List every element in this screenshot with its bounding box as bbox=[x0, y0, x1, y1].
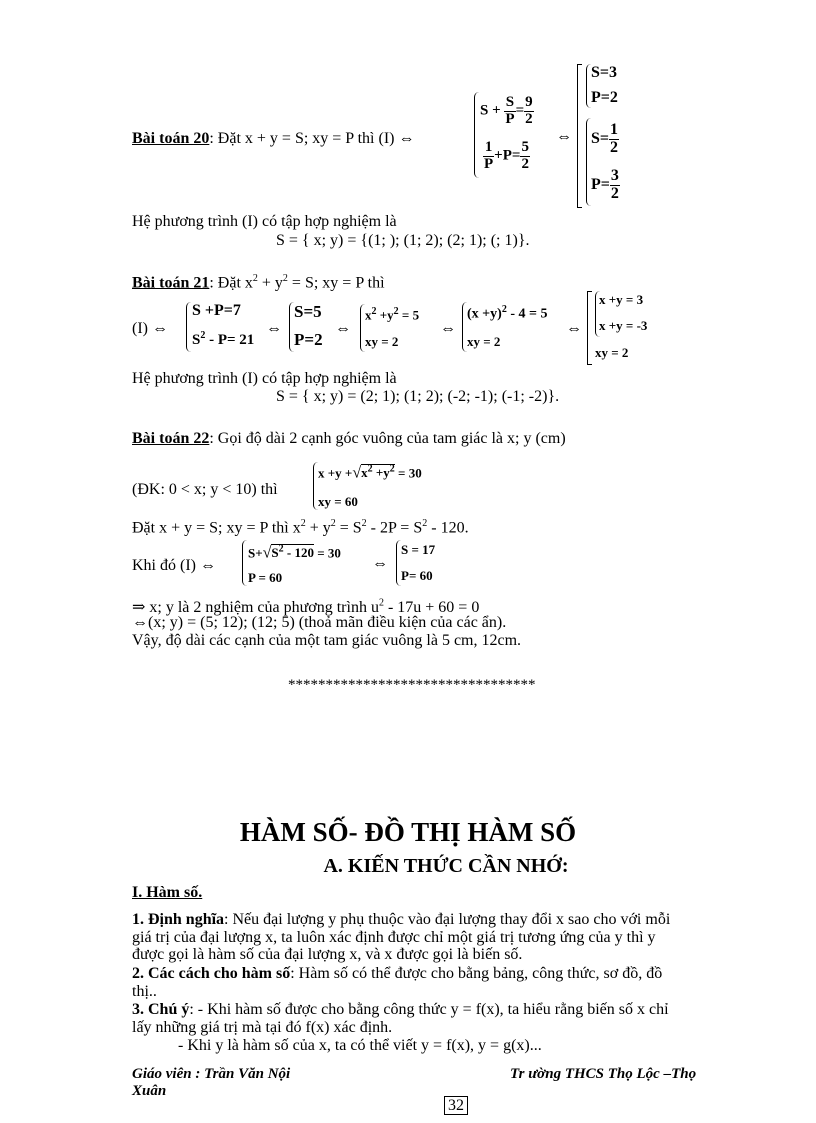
bt22-condition: (ĐK: 0 < x; y < 10) thì bbox=[132, 481, 278, 498]
bt22-s1-a-sup: 2 bbox=[367, 464, 373, 475]
page-number-text: 32 bbox=[444, 1096, 468, 1115]
bt20-case2-p-frac bbox=[610, 168, 620, 203]
bt22-s2-b: P = 60 bbox=[248, 570, 283, 585]
bt22-set-c: = S bbox=[335, 519, 362, 537]
bt21-intro-a: : Đặt x bbox=[209, 274, 253, 292]
bt21-s4-a-paren: (x +y) bbox=[467, 306, 502, 322]
bt22-set-sup4: 2 bbox=[422, 518, 428, 529]
bt21-s3-a bbox=[365, 306, 419, 323]
bt20-eq2-rhs bbox=[520, 140, 530, 173]
bt20-eq1-rhs bbox=[524, 95, 534, 128]
bt20-result-line: Hệ phương trình (I) có tập hợp nghiệm là bbox=[132, 213, 397, 230]
bt20-eq2-rhs-d: 2 bbox=[521, 155, 529, 172]
sqrt-icon: √ bbox=[352, 464, 362, 482]
p3-line1-text: : - Khi hàm số được cho bằng công thức y = f(x), ta hiểu rằng biến số x chỉ bbox=[189, 1001, 669, 1018]
p1-line2: giá trị của đại lượng x, ta luôn xác định được chỉ một giá trị tương ứng của y thì y bbox=[132, 929, 656, 946]
bt22-set-b: + y bbox=[305, 519, 331, 537]
bt21-s3-b: xy = 2 bbox=[365, 334, 399, 349]
bt22-intro-text: : Gọi độ dài 2 cạnh góc vuông của tam giác là x; y (cm) bbox=[209, 430, 566, 447]
bt21-s3-a-x: x bbox=[365, 307, 372, 323]
bt22-s2-a bbox=[248, 544, 341, 562]
bt20-eq1-rhs-d: 2 bbox=[525, 110, 533, 127]
bt22-line2 bbox=[132, 614, 506, 632]
bt20-eq1-frac-n: S bbox=[505, 94, 515, 110]
sqrt-icon: √ bbox=[262, 544, 272, 562]
bt21-arrow-2: ⇔ bbox=[335, 320, 351, 337]
bt22-set-e: - 120. bbox=[427, 519, 469, 537]
bt20-case2-s-frac bbox=[609, 122, 619, 157]
bt21-intro-sup: 2 bbox=[252, 273, 258, 284]
bt21-intro-sup2: 2 bbox=[282, 273, 288, 284]
p1-line3: được gọi là hàm số của đại lượng x, và x được gọi là biến số. bbox=[132, 946, 523, 963]
bt20-case2-p bbox=[591, 168, 620, 203]
bt22-set-sup3: 2 bbox=[361, 518, 367, 529]
bt22-set-a: Đặt x + y = S; xy = P thì x bbox=[132, 519, 301, 537]
bt20-case2-p-d: 2 bbox=[610, 184, 619, 202]
bt20-eq2-frac-d: P bbox=[484, 155, 494, 172]
section-subtitle: A. KIẾN THỨC CẦN NHỚ: bbox=[323, 855, 569, 877]
bt21-s3-a-rest: = 5 bbox=[398, 307, 420, 323]
implies-icon: ⇒ bbox=[132, 599, 146, 616]
bt20-eq1-frac bbox=[504, 95, 515, 128]
bt20-case1-s: S=3 bbox=[591, 64, 618, 81]
bt22-line2-text: (x; y) = (5; 12); (12; 5) (thoả mãn điều kiện của các ẩn). bbox=[148, 614, 507, 631]
bt22-s1-a-rad-x: x bbox=[361, 465, 368, 481]
bt22-s2-a-post: = 30 bbox=[314, 545, 341, 561]
bt20-system-brace bbox=[474, 92, 479, 178]
bt22-s1-a-radicand bbox=[361, 464, 395, 480]
bt20-eq1-eq: = bbox=[515, 102, 525, 119]
bt20-eq1-left: S + bbox=[480, 102, 501, 119]
bt22-set-sup1: 2 bbox=[300, 518, 306, 529]
bt21-s2-b: P=2 bbox=[294, 330, 323, 349]
bt20-eq1-rhs-n: 9 bbox=[525, 94, 533, 110]
p1-line1-text: : Nếu đại lượng y phụ thuộc vào đại lượng thay đổi x sao cho với mỗi bbox=[224, 911, 671, 928]
section-title: HÀM SỐ- ĐỒ THỊ HÀM SỐ bbox=[239, 817, 577, 847]
bt22-arrow: ⇔ bbox=[372, 555, 388, 572]
bt20-intro-text: : Đặt x + y = S; xy = P thì (I) ⇔ bbox=[209, 130, 415, 147]
heading-ham-so: I. Hàm số. bbox=[132, 884, 203, 901]
bt21-result-line: Hệ phương trình (I) có tập hợp nghiệm là bbox=[132, 370, 397, 387]
p3-line3: - Khi y là hàm số của x, ta có thể viết y = f(x), y = g(x)... bbox=[178, 1037, 542, 1054]
bt20-case2-s-label: S= bbox=[591, 129, 610, 147]
bt22-set-d: - 2P = S bbox=[366, 519, 423, 537]
p1-line1 bbox=[132, 911, 670, 929]
p2-label: 2. Các cách cho hàm số bbox=[132, 965, 291, 982]
bt21-s1-b-s: S bbox=[192, 332, 201, 348]
footer-teacher-cont: Xuân bbox=[132, 1083, 167, 1099]
page-number bbox=[444, 1097, 468, 1115]
bt22-s3-a: S = 17 bbox=[401, 542, 436, 557]
bt22-intro bbox=[132, 430, 566, 448]
bt22-s2-a-rad-rest: - 120 bbox=[283, 545, 314, 561]
bt21-intro bbox=[132, 273, 385, 292]
bt21-s1-brace bbox=[186, 302, 191, 352]
bt22-s2-a-pre: S+ bbox=[248, 545, 263, 561]
bt22-s1-a bbox=[318, 464, 422, 482]
bt20-arrow: ⇔ bbox=[556, 128, 572, 145]
bt22-s1-a-pre: x +y + bbox=[318, 465, 353, 481]
bt21-s5-c: xy = 2 bbox=[595, 345, 629, 360]
bt21-arrow-1: ⇔ bbox=[266, 320, 282, 337]
bt21-intro-c: = S; xy = P thì bbox=[287, 274, 385, 292]
bt20-label: Bài toán 20 bbox=[132, 130, 210, 147]
bt22-s1-a-sup2: 2 bbox=[389, 464, 395, 475]
bt21-prefix: (I) ⇔ bbox=[132, 320, 168, 337]
bt20-eq1-frac-d: P bbox=[505, 110, 515, 127]
bt22-set-sup2: 2 bbox=[330, 518, 336, 529]
bt21-s1-b bbox=[192, 330, 254, 349]
bt21-s4-a bbox=[467, 304, 547, 323]
bt21-collection-bracket bbox=[587, 291, 592, 365]
p3-line2: lấy những giá trị mà tại đó f(x) xác định. bbox=[132, 1019, 393, 1036]
bt20-intro bbox=[132, 130, 414, 148]
bt21-s4-a-rest: - 4 = 5 bbox=[506, 306, 548, 322]
bt22-s1-a-post: = 30 bbox=[394, 465, 422, 481]
bt20-eq2-rhs-n: 5 bbox=[521, 139, 529, 155]
bt21-s4-a-sup: 2 bbox=[501, 304, 507, 315]
bt21-arrow-4: ⇔ bbox=[566, 320, 582, 337]
bt21-s3-a-sup: 2 bbox=[371, 306, 377, 317]
bt22-line1-sup: 2 bbox=[378, 597, 384, 609]
footer-teacher: Giáo viên : Trần Văn Nội bbox=[132, 1066, 291, 1082]
bt22-line1-text: x; y là 2 nghiệm của phương trình u bbox=[145, 599, 379, 616]
p2-line2: thị.. bbox=[132, 983, 157, 1000]
bt22-s1-b: xy = 60 bbox=[318, 494, 358, 509]
bt20-eq2-frac-n: 1 bbox=[484, 139, 493, 155]
separator-stars: ********************************* bbox=[288, 677, 536, 693]
bt22-set-line bbox=[132, 518, 469, 537]
bt21-s4-b: xy = 2 bbox=[467, 334, 501, 349]
bt22-label: Bài toán 22 bbox=[132, 430, 210, 447]
bt21-label: Bài toán 21 bbox=[132, 274, 210, 292]
bt21-s1-b-sup: 2 bbox=[200, 330, 206, 341]
bt22-s2-brace bbox=[242, 540, 247, 586]
bt21-s3-a-sup2: 2 bbox=[393, 306, 399, 317]
bt21-arrow-3: ⇔ bbox=[440, 320, 456, 337]
bt21-s1-b-rest: - P= 21 bbox=[205, 332, 255, 348]
p2-line1 bbox=[132, 965, 662, 983]
bt22-s2-a-radicand bbox=[271, 544, 314, 560]
bt22-line3: Vậy, độ dài các cạnh của một tam giác vuông là 5 cm, 12cm. bbox=[132, 632, 522, 649]
bt21-s3-a-y: +y bbox=[376, 307, 394, 323]
equivalent-icon: ⇔ bbox=[132, 614, 148, 631]
bt22-s2-a-sup: 2 bbox=[278, 544, 284, 555]
bt20-case2-s-d: 2 bbox=[610, 138, 619, 156]
bt21-s2-a: S=5 bbox=[294, 302, 322, 321]
bt20-case2-s-n: 1 bbox=[610, 121, 619, 138]
bt21-s5-b: x +y = -3 bbox=[599, 318, 648, 333]
bt20-case2-s bbox=[591, 122, 619, 157]
bt20-eq1 bbox=[480, 95, 534, 128]
bt20-case2-p-n: 3 bbox=[610, 167, 619, 184]
bt20-case2-p-label: P= bbox=[591, 175, 610, 193]
p1-label: 1. Định nghĩa bbox=[132, 911, 225, 928]
bt22-s3-b: P= 60 bbox=[401, 568, 433, 583]
bt20-collection-bracket bbox=[577, 64, 582, 208]
bt21-s1-a: S +P=7 bbox=[192, 302, 241, 319]
bt20-eq2 bbox=[483, 140, 530, 173]
bt20-eq2-frac bbox=[483, 140, 494, 173]
bt22-khi-do: Khi đó (I) ⇔ bbox=[132, 557, 216, 574]
bt21-result-set: S = { x; y) = (2; 1); (1; 2); (-2; -1); (-1; -2)}. bbox=[276, 388, 560, 405]
footer-school: Tr ường THCS Thọ Lộc –Thọ bbox=[510, 1066, 697, 1082]
bt20-result-set: S = { x; y) = {(1; ); (1; 2); (2; 1); (; 1)}. bbox=[276, 232, 530, 249]
bt20-eq2-mid: +P= bbox=[494, 147, 521, 164]
p3-line1 bbox=[132, 1001, 669, 1019]
bt22-s1-a-rad-y: +y bbox=[372, 465, 390, 481]
bt20-case1-p: P=2 bbox=[591, 89, 618, 106]
bt21-intro-b: + y bbox=[257, 274, 283, 292]
p3-label: 3. Chú ý bbox=[132, 1001, 190, 1018]
p2-line1-text: : Hàm số có thể được cho bằng bảng, công thức, sơ đồ, đồ bbox=[290, 965, 663, 982]
bt22-s2-a-rad-s: S bbox=[271, 545, 279, 561]
bt21-s5-a: x +y = 3 bbox=[599, 292, 644, 307]
bt22-line1-rest: - 17u + 60 = 0 bbox=[383, 599, 480, 616]
